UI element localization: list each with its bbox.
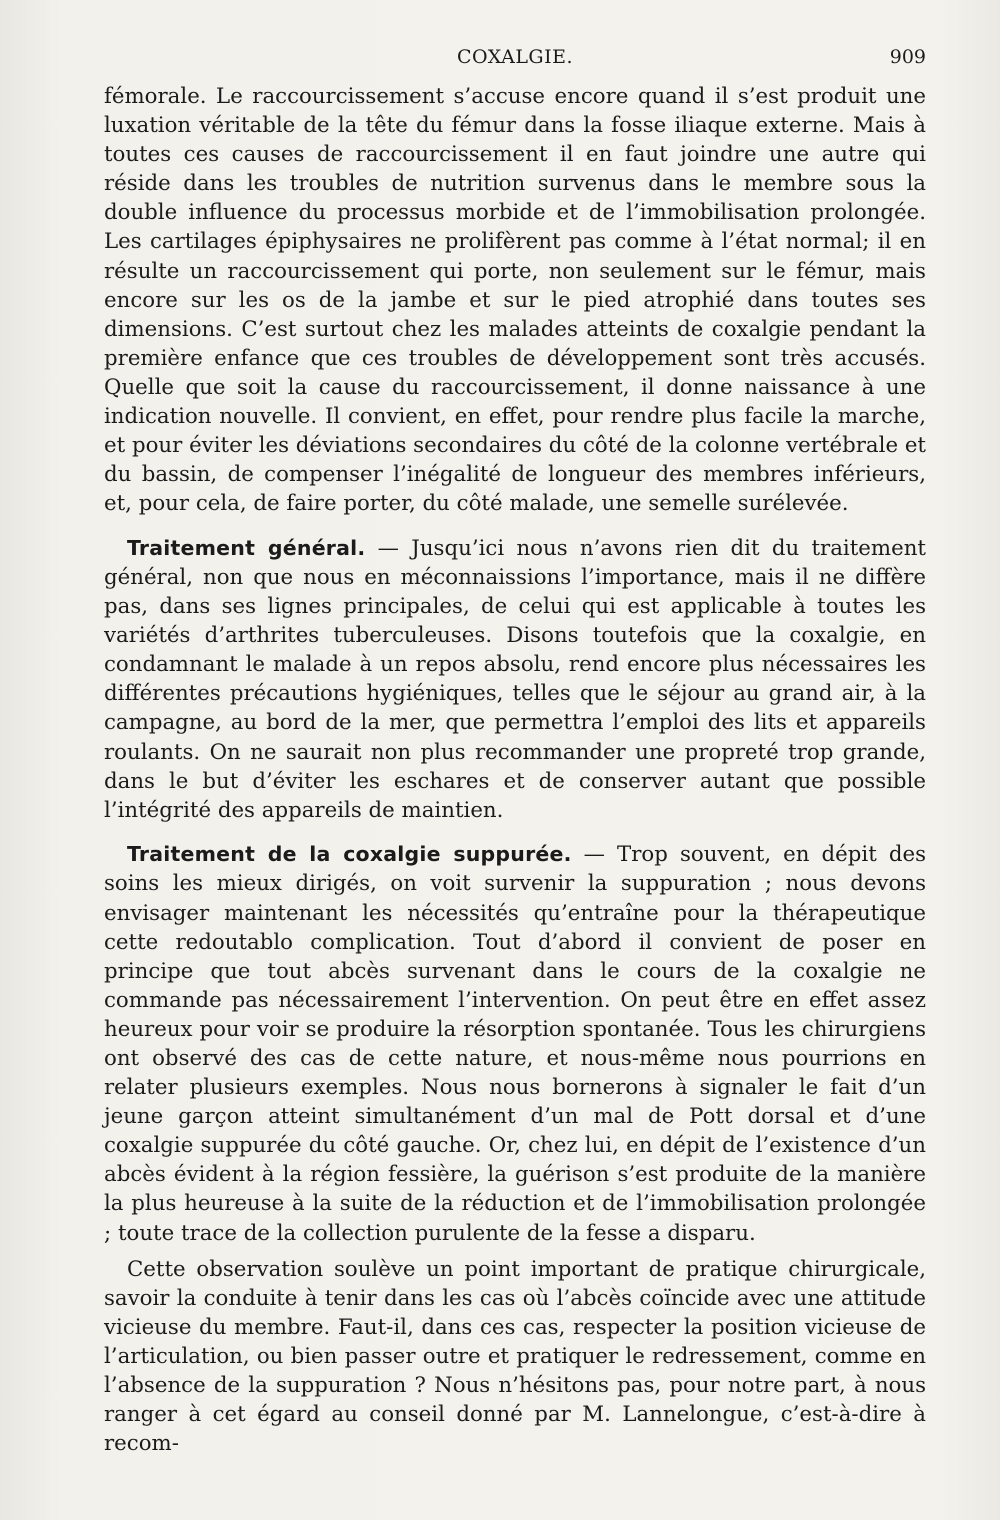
- paragraph-raccourcissement: fémorale. Le raccourcissement s’accuse encore quand il s’est produit une luxation véritable de la tête du fémur dans la fosse iliaque externe. Mais à toutes ces causes de raccourcissement il en faut joindre une autre qui réside dans les troubles de nutrition survenus dans le membre sous la double influence du processus morbide et de l’immobilisation prolongée. Les cartilages épiphysaires ne prolifèrent pas comme à l’état normal; il en résulte un raccourcissement qui porte, non seulement sur le fémur, mais encore sur les os de la jambe et sur le pied atrophié dans toutes ses dimensions. C’est surtout chez les malades atteints de coxalgie pendant la première enfance que ces troubles de développement sont très accusés. Quelle que soit la cause du raccourcissement, il donne naissance à une indication nouvelle. Il convient, en effet, pour rendre plus facile la marche, et pour éviter les déviations secondaires du côté de la colonne vertébrale et du bassin, de compenser l’inégalité de longueur des membres inférieurs, et, pour cela, de faire porter, du côté malade, une semelle surélevée.: [104, 84, 926, 517]
- paragraph-coxalgie-suppuree: — Trop souvent, en dépit des soins les mieux dirigés, on voit survenir la suppuration ; nous devons envisager maintenant les nécessités qu’entraîne pour la thérapeutique cette redoutablo complication. Tout d’abord il convient de poser en principe que tout abcès survenant dans le cours de la coxalgie ne commande pas nécessairement l’intervention. On peut être en effet assez heureux pour voir se produire la résorption spontanée. Tous les chirurgiens ont observé des cas de cette nature, et nous-même nous pourrions en relater plusieurs exemples. Nous nous bornerons à signaler le fait d’un jeune garçon atteint simultanément d’un mal de Pott dorsal et d’une coxalgie suppurée du côté gauche. Or, chez lui, en dépit de l’existence d’un abcès évident à la région fessière, la guérison s’est produite de la manière la plus heureuse à la suite de la réduction et de l’immobilisation prolongée ; toute trace de la collection purulente de la fesse a disparu.: [104, 842, 927, 1246]
- section-traitement-general: [104, 534, 926, 825]
- body-text: [104, 82, 926, 1458]
- running-title: COXALGIE.: [456, 46, 574, 68]
- section-coxalgie-suppuree: [104, 840, 926, 1247]
- paragraph-observation: Cette observation soulève un point important de pratique chirurgicale, savoir la conduite à tenir dans les cas où l’abcès coïncide avec une attitude vicieuse du membre. Faut-il, dans ces cas, respecter la position vicieuse de l’articulation, ou bien passer outre et pratiquer le redressement, comme en l’absence de la suppuration ? Nous n’hésitons pas, pour notre part, à nous ranger à cet égard au conseil donné par M. Lannelongue, c’est-à-dire à recom-: [104, 1256, 926, 1457]
- section-heading-traitement-general: Traitement général.: [127, 535, 366, 560]
- running-head: [104, 46, 926, 76]
- page-number: 909: [889, 46, 926, 68]
- section-heading-coxalgie-suppuree: Traitement de la coxalgie suppurée.: [127, 842, 572, 867]
- paragraph-traitement-general: — Jusqu’ici nous n’avons rien dit du traitement général, non que nous en méconnaissions l’importance, mais il ne diffère pas, dans ses lignes principales, de celui qui est applicable à toutes les variétés d’arthrites tuberculeuses. Disons toutefois que la coxalgie, en condamnant le malade à un repos absolu, rend encore plus nécessaires les différentes précautions hygiéniques, telles que le séjour au grand air, à la campagne, au bord de la mer, que permettra l’emploi des lits et appareils roulants. On ne saurait non plus recommander une propreté trop grande, dans le but d’éviter les eschares et de conserver autant que possible l’intégrité des appareils de maintien.: [104, 535, 926, 823]
